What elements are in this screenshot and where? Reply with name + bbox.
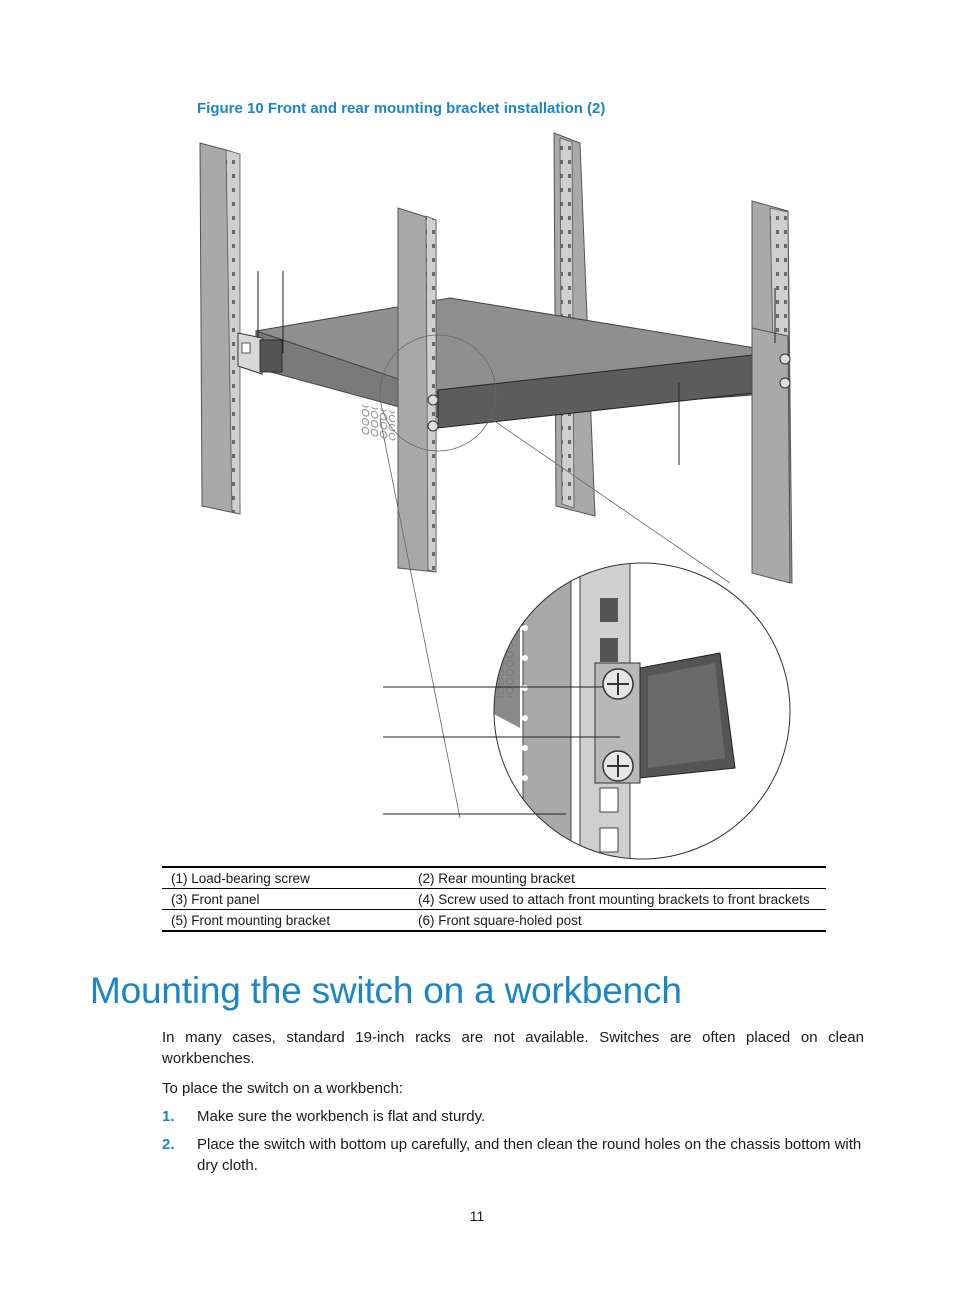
legend-cell: (1) Load-bearing screw [171, 871, 310, 886]
front-right-post [752, 328, 790, 583]
rack-mounting-illustration [190, 128, 810, 860]
figure-legend-table [162, 866, 826, 932]
legend-cell: (3) Front panel [171, 892, 260, 907]
front-left-post [398, 208, 438, 572]
intro-paragraph: In many cases, standard 19-inch racks are not available. Switches are often placed on clean workbenches. [162, 1029, 864, 1067]
legend-cell: (2) Rear mounting bracket [418, 871, 575, 886]
step-text: Place the switch with bottom up carefully, and then clean the round holes on the chassis bottom with dry cloth. [197, 1136, 862, 1174]
legend-cell: (6) Front square-holed post [418, 913, 582, 928]
rear-left-post [200, 143, 240, 514]
legend-row [162, 889, 826, 910]
lead-paragraph: To place the switch on a workbench: [162, 1080, 403, 1097]
step-number: 2. [162, 1136, 175, 1153]
detail-view [445, 558, 800, 860]
step-number: 1. [162, 1108, 175, 1125]
legend-cell: (4) Screw used to attach front mounting brackets to front brackets [418, 892, 810, 907]
page-number: 11 [469, 1208, 485, 1224]
step-text: Make sure the workbench is flat and sturdy. [197, 1108, 486, 1125]
figure-caption: Figure 10 Front and rear mounting bracket installation (2) [197, 100, 606, 117]
section-title: Mounting the switch on a workbench [90, 970, 682, 1011]
legend-row [162, 867, 826, 889]
legend-cell: (5) Front mounting bracket [171, 913, 331, 928]
legend-row [162, 910, 826, 932]
